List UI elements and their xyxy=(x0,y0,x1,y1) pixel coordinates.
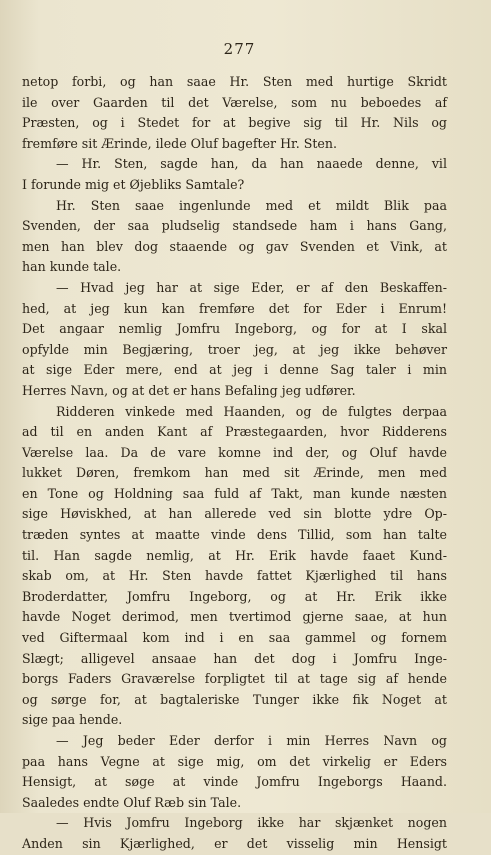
text-line: Saaledes endte Oluf Ræb sin Tale. xyxy=(22,794,242,810)
text-line: havde Noget derimod, men tvertimod gjerne saae, at hun xyxy=(22,609,447,625)
page-number: 277 xyxy=(223,40,256,58)
text-line: hed, at jeg kun kan fremføre det for Eder i Enrum! xyxy=(22,300,447,316)
text-line: ved Giftermaal kom ind i en saa gammel og fornem xyxy=(22,630,447,646)
text-line: ile over Gaarden til det Værelse, som nu beboedes af xyxy=(22,94,447,110)
text-line: opfylde min Begjæring, troer jeg, at jeg ikke behøver xyxy=(22,341,447,357)
text-line: han kunde tale. xyxy=(22,259,122,275)
text-line: Broderdatter, Jomfru Ingeborg, og at Hr. Erik ikke xyxy=(22,588,447,604)
text-line: træden syntes at maatte vinde dens Tillid, som han talte xyxy=(22,527,447,543)
text-line: — Hr. Sten, sagde han, da han naaede denne, vil xyxy=(56,156,447,172)
text-line: Slægt; alligevel ansaae han det dog i Jomfru Inge- xyxy=(22,650,447,666)
text-line: — Hvad jeg har at sige Eder, er af den Beskaffen- xyxy=(56,279,447,295)
text-line: til. Han sagde nemlig, at Hr. Erik havde faaet Kund- xyxy=(22,547,447,563)
text-line: Ridderen vinkede med Haanden, og de fulgtes derpaa xyxy=(56,403,447,419)
text-line: — Jeg beder Eder derfor i min Herres Navn og xyxy=(56,733,447,748)
text-line: Værelse laa. Da de vare komne ind der, og Oluf havde xyxy=(22,444,447,460)
text-line: Hr. Sten saae ingenlunde med et mildt Blik paa xyxy=(56,197,447,213)
text-line: men han blev dog staaende og gav Svenden et Vink, at xyxy=(22,238,447,254)
text-line: Præsten, og i Stedet for at begive sig til Hr. Nils og xyxy=(22,115,447,131)
text-line: Herres Navn, og at det er hans Befaling jeg udfører. xyxy=(22,382,356,398)
text-line: borgs Faders Graværelse forpligtet til at tage sig af hende xyxy=(22,671,447,687)
text-line: paa hans Vegne at sige mig, om det virkelig er Eders xyxy=(22,753,447,769)
text-line: Svenden, der saa pludselig standsede ham i hans Gang, xyxy=(22,218,447,234)
text-line: netop forbi, og han saae Hr. Sten med hurtige Skridt xyxy=(22,74,447,89)
text-line: sige Høviskhed, at han allerede ved sin blotte ydre Op- xyxy=(22,506,447,522)
text-body xyxy=(22,72,447,855)
text-line: I forunde mig et Øjebliks Samtale? xyxy=(22,176,245,192)
text-line: Anden sin Kjærlighed, er det visselig min Hensigt xyxy=(22,835,447,851)
text-line: en Tone og Holdning saa fuld af Takt, man kunde næsten xyxy=(22,485,447,501)
text-line: og sørge for, at bagtaleriske Tunger ikke fik Noget at xyxy=(22,691,447,707)
text-line: lukket Døren, fremkom han med sit Ærinde, men med xyxy=(22,465,447,481)
text-line: skab om, at Hr. Sten havde fattet Kjærlighed til hans xyxy=(22,568,447,584)
text-line: fremføre sit Ærinde, ilede Oluf bagefter Hr. Sten. xyxy=(22,135,337,151)
text-line: ad til en anden Kant af Præstegaarden, hvor Ridderens xyxy=(22,424,447,440)
text-line: Hensigt, at søge at vinde Jomfru Ingeborgs Haand. xyxy=(22,774,447,790)
text-line: sige paa hende. xyxy=(22,712,123,728)
text-line: Det angaar nemlig Jomfru Ingeborg, og for at I skal xyxy=(22,321,447,337)
text-line: — Hvis Jomfru Ingeborg ikke har skjænket nogen xyxy=(56,815,447,831)
text-line: at sige Eder mere, end at jeg i denne Sag taler i min xyxy=(22,362,447,378)
